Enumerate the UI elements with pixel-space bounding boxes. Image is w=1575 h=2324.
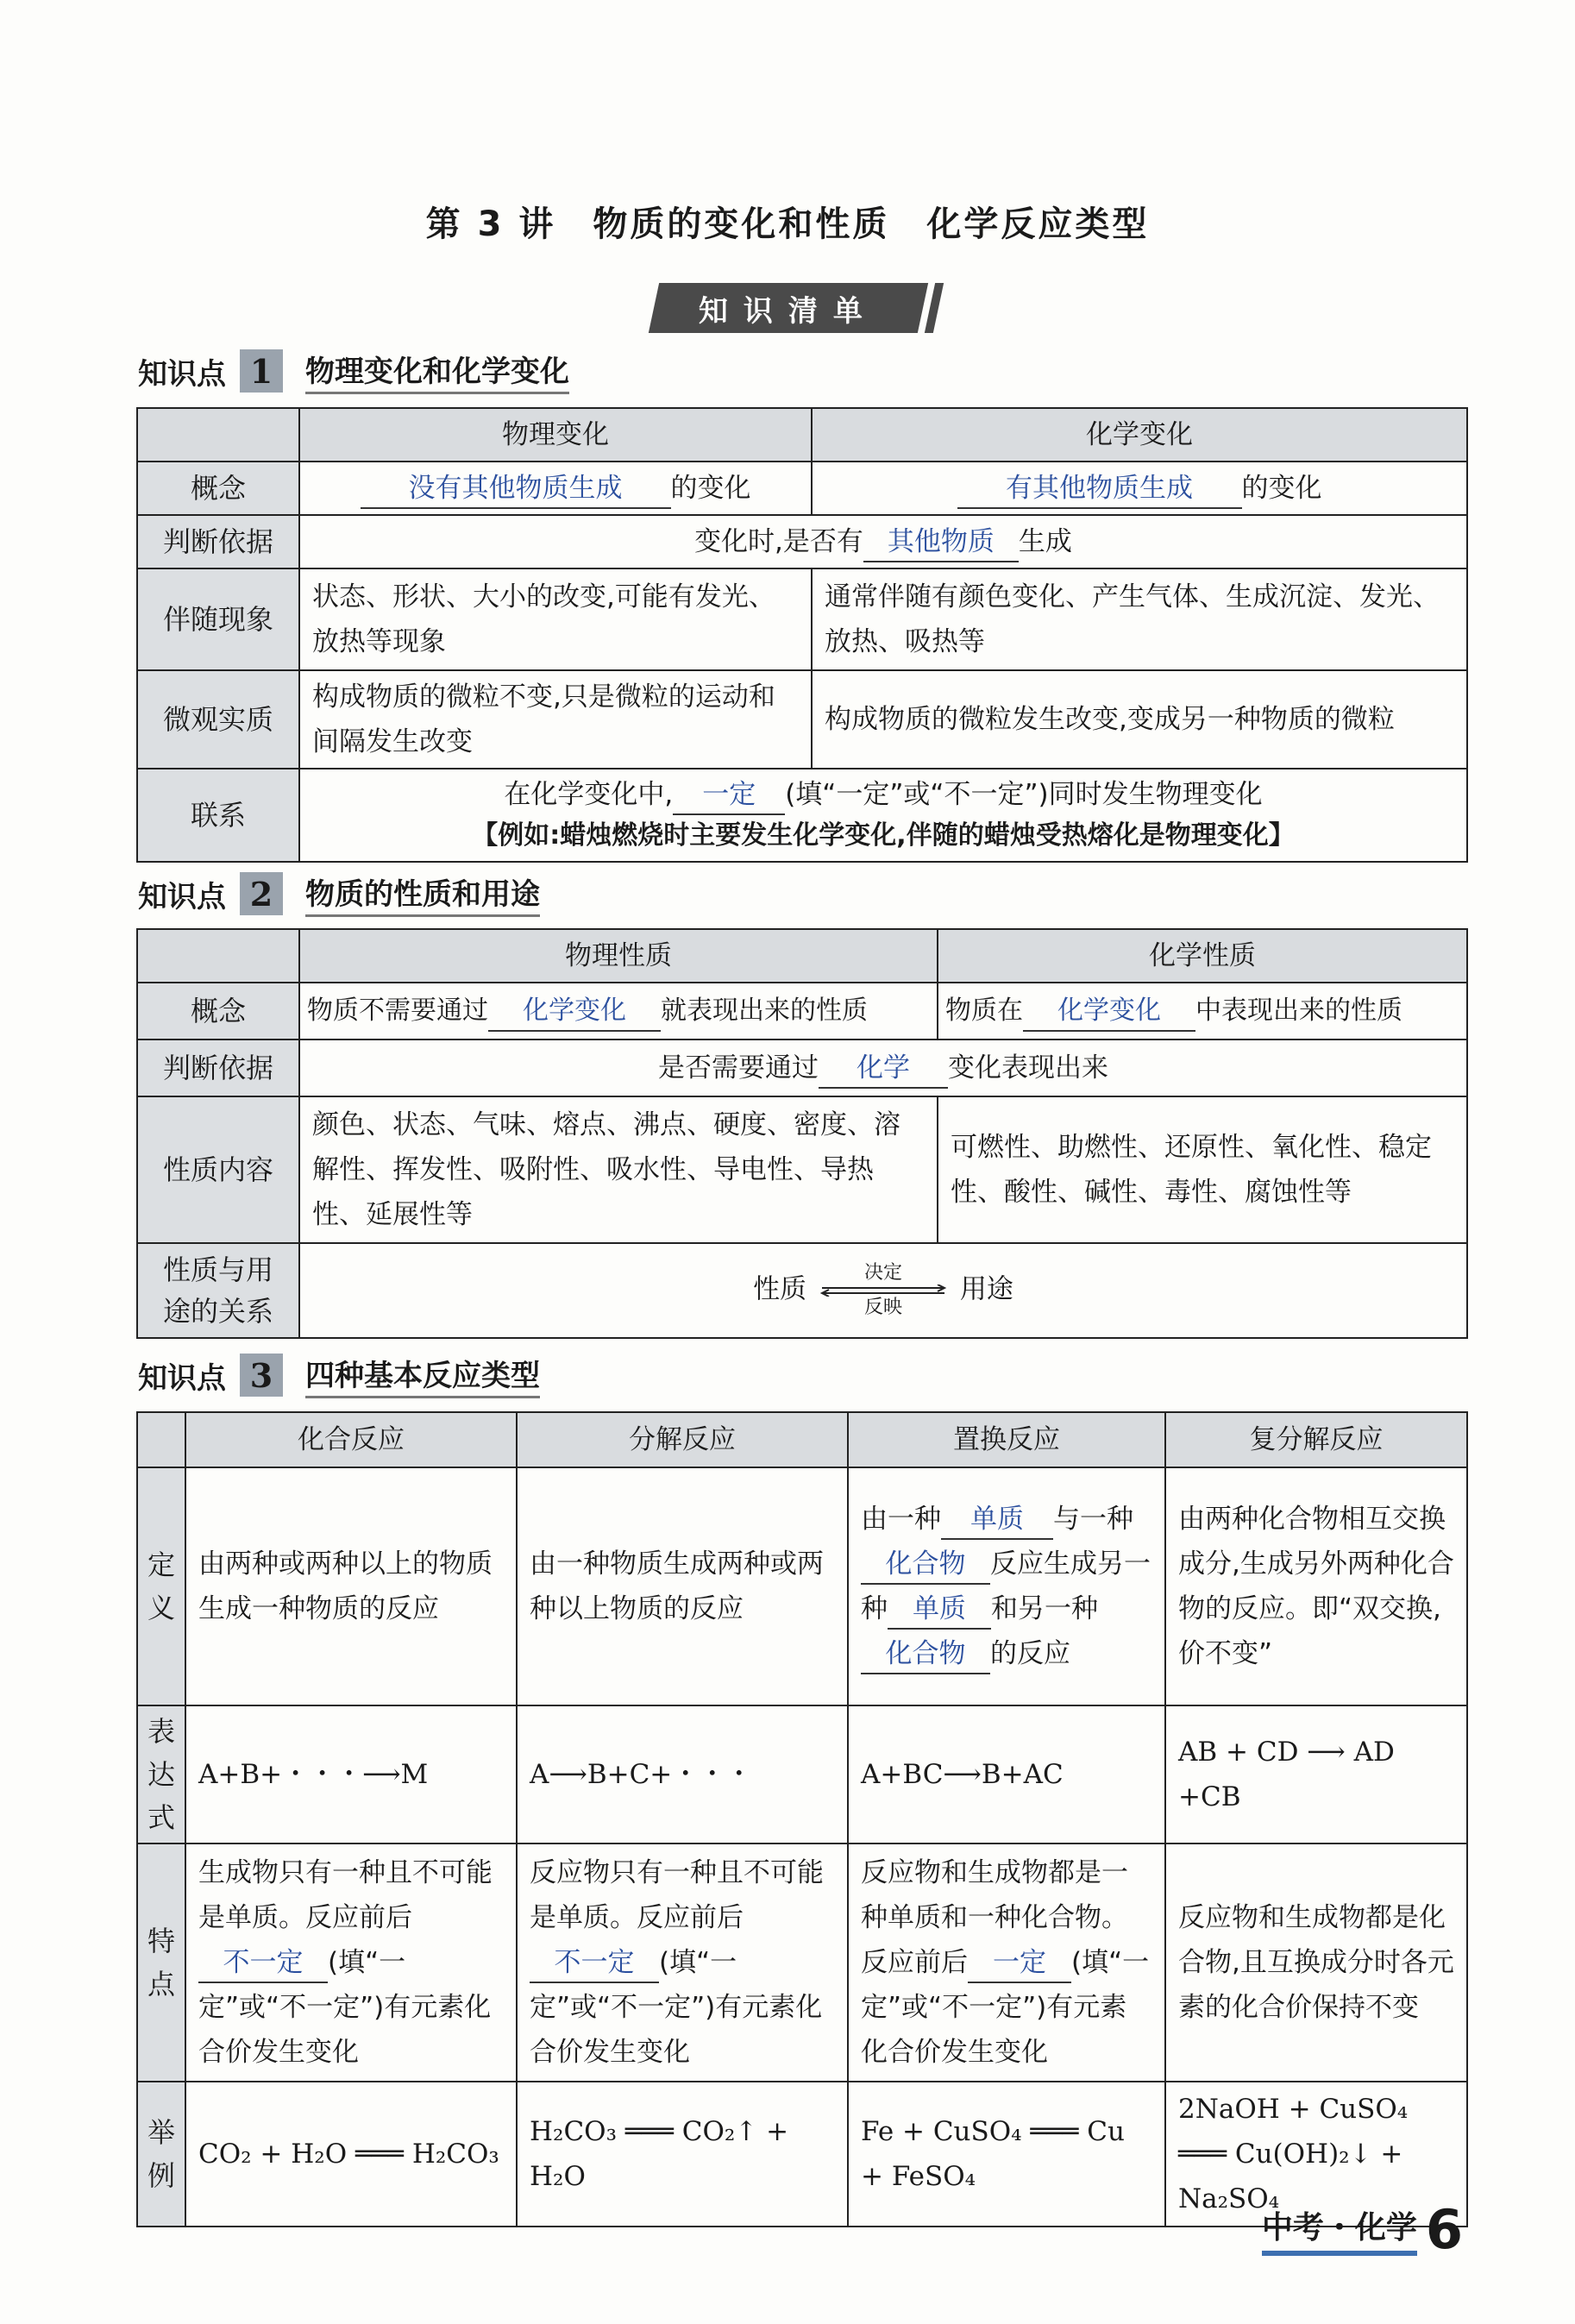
text: 与一种	[1053, 1504, 1133, 1535]
row-label	[137, 1243, 299, 1338]
def-combination: 由两种或两种以上的物质生成一种物质的反应	[185, 1467, 517, 1705]
header-physical: 物理变化	[299, 408, 812, 462]
text: 由一种	[861, 1504, 941, 1535]
feat-combination	[185, 1843, 517, 2082]
footer-title: 中考・化学	[1262, 2203, 1417, 2256]
kp2-table	[136, 928, 1468, 1339]
feat-displacement	[848, 1843, 1165, 2082]
text: 变化表现出来	[948, 1052, 1108, 1083]
text: 变化时,是否有	[694, 526, 863, 557]
text: 物质不需要通过	[307, 996, 488, 1026]
corner-cell	[137, 929, 299, 983]
label-line: 性质与用	[162, 1253, 273, 1286]
relation-cell	[299, 769, 1467, 862]
text: (填“一定”或“不一定”)有元素化合价发生变化	[861, 1947, 1150, 2068]
header-chemical-property: 化学性质	[938, 929, 1467, 983]
label-line: 途的关系	[162, 1295, 273, 1328]
text: (填“一定”或“不一定”)有元素化合价发生变化	[198, 1947, 492, 2068]
answer-blank: 不一定	[198, 1944, 328, 1983]
answer-blank: 化学变化	[488, 992, 661, 1032]
answer-blank: 有其他物质生成	[957, 469, 1242, 509]
phenomena-physical: 状态、形状、大小的改变,可能有发光、放热等现象	[299, 568, 812, 670]
answer-blank: 一定	[673, 776, 785, 815]
text: 生成	[1018, 526, 1072, 557]
corner-cell	[137, 408, 299, 462]
double-arrow-icon	[819, 1284, 948, 1297]
essence-physical: 构成物质的微粒不变,只是微粒的运动和间隔发生改变	[299, 670, 812, 769]
relation-line	[312, 774, 1454, 815]
basis-cell	[299, 1040, 1467, 1096]
kp1-table	[136, 407, 1468, 863]
kp1-heading	[138, 345, 569, 397]
answer-blank: 化合物	[861, 1635, 990, 1674]
text: 反应生成另一种	[861, 1548, 1151, 1624]
text: 在化学变化中,	[504, 779, 674, 810]
kp2-heading	[138, 868, 540, 920]
text: 的反应	[990, 1638, 1070, 1669]
kp-number: 1	[240, 349, 283, 393]
text: 的变化	[670, 473, 751, 504]
answer-blank: 其他物质	[863, 523, 1019, 562]
concept-physical	[299, 462, 812, 515]
def-decomposition: 由一种物质生成两种或两种以上物质的反应	[517, 1467, 848, 1705]
kp3-table	[136, 1411, 1468, 2227]
expr-combination: A+B+・・・⟶M	[185, 1705, 517, 1843]
row-label: 举例	[137, 2082, 185, 2227]
page-footer	[1262, 2198, 1463, 2261]
double-arrow	[819, 1262, 948, 1319]
text: 中表现出来的性质	[1195, 996, 1402, 1026]
row-label: 性质内容	[137, 1096, 299, 1243]
relation-example: 【例如:蜡烛燃烧时主要发生化学变化,伴随的蜡烛受热熔化是物理变化】	[472, 820, 1295, 851]
row-label: 特点	[137, 1843, 185, 2082]
property-text: 性质	[753, 1273, 807, 1305]
arrow-bottom-label: 反映	[863, 1297, 902, 1318]
row-label: 微观实质	[137, 670, 299, 769]
content-chemical: 可燃性、助燃性、还原性、氧化性、稳定性、酸性、碱性、毒性、腐蚀性等	[938, 1096, 1467, 1243]
feat-double-decomposition: 反应物和生成物都是化合物,且互换成分时各元素的化合价保持不变	[1165, 1843, 1467, 2082]
answer-blank: 化学变化	[1023, 992, 1195, 1032]
content-physical: 颜色、状态、气味、熔点、沸点、硬度、密度、溶解性、挥发性、吸附性、吸水性、导电性、导热性、延展性等	[299, 1096, 938, 1243]
ex-decomposition: H₂CO₃ ═══ CO₂↑ + H₂O	[517, 2082, 848, 2227]
row-label: 伴随现象	[137, 568, 299, 670]
text: 生成物只有一种且不可能是单质。反应前后	[198, 1857, 493, 1933]
ex-combination: CO₂ + H₂O ═══ H₂CO₃	[185, 2082, 517, 2227]
kp3-heading	[138, 1349, 540, 1401]
kp-title: 四种基本反应类型	[305, 1352, 540, 1398]
basis-cell	[299, 515, 1467, 568]
text: 物质在	[945, 996, 1023, 1026]
row-label: 判断依据	[137, 515, 299, 568]
header-double-decomposition: 复分解反应	[1165, 1412, 1467, 1467]
ex-displacement: Fe + CuSO₄ ═══ Cu + FeSO₄	[848, 2082, 1165, 2227]
concept-physical	[299, 983, 938, 1040]
row-label: 概念	[137, 462, 299, 515]
corner-cell	[137, 1412, 185, 1467]
answer-blank: 一定	[968, 1944, 1071, 1983]
expr-double-decomposition: AB + CD ⟶ AD +CB	[1165, 1705, 1467, 1843]
answer-blank: 不一定	[530, 1944, 659, 1983]
answer-blank: 没有其他物质生成	[361, 469, 671, 509]
header-displacement: 置换反应	[848, 1412, 1165, 1467]
answer-blank: 单质	[941, 1500, 1053, 1540]
expr-decomposition: A⟶B+C+・・・	[517, 1705, 848, 1843]
answer-blank: 化合物	[861, 1545, 990, 1585]
text: (填“一定”或“不一定”)同时发生物理变化	[785, 779, 1263, 810]
row-label: 判断依据	[137, 1040, 299, 1096]
kp-number: 3	[240, 1354, 283, 1397]
def-displacement	[848, 1467, 1165, 1705]
row-label: 联系	[137, 769, 299, 862]
text: 和另一种	[991, 1593, 1098, 1624]
header-chemical: 化学变化	[812, 408, 1467, 462]
kp-number: 2	[240, 872, 283, 915]
expr-displacement: A+BC⟶B+AC	[848, 1705, 1165, 1843]
phenomena-chemical: 通常伴随有颜色变化、产生气体、生成沉淀、发光、放热、吸热等	[812, 568, 1467, 670]
arrow-top-label: 决定	[863, 1262, 902, 1284]
kp-title: 物质的性质和用途	[305, 870, 540, 917]
text: 的变化	[1241, 473, 1322, 504]
ex-double-decomposition: 2NaOH + CuSO₄ ═══ Cu(OH)₂↓ + Na₂SO₄	[1165, 2082, 1467, 2227]
kp-label: 知识点	[138, 1360, 226, 1396]
relation-cell	[299, 1243, 1467, 1338]
page-number: 6	[1425, 2198, 1463, 2261]
page-title: 第 3 讲 物质的变化和性质 化学反应类型	[425, 204, 1150, 244]
text: (填“一定”或“不一定”)有元素化合价发生变化	[530, 1947, 823, 2068]
concept-chemical	[812, 462, 1467, 515]
text: 反应物只有一种且不可能是单质。反应前后	[530, 1857, 824, 1933]
use-text: 用途	[959, 1273, 1013, 1305]
text: 是否需要通过	[658, 1052, 819, 1083]
row-label: 定义	[137, 1467, 185, 1705]
answer-blank: 单质	[888, 1590, 991, 1630]
answer-blank: 化学	[819, 1049, 948, 1089]
kp-label: 知识点	[138, 356, 226, 392]
header-decomposition: 分解反应	[517, 1412, 848, 1467]
text: 反应物和生成物都是一种单质和一种化合物。反应前后	[861, 1857, 1128, 1978]
kp-title: 物理变化和化学变化	[305, 348, 569, 394]
essence-chemical: 构成物质的微粒发生改变,变成另一种物质的微粒	[812, 670, 1467, 769]
feat-decomposition	[517, 1843, 848, 2082]
def-double-decomposition: 由两种化合物相互交换成分,生成另外两种化合物的反应。即“双交换,价不变”	[1165, 1467, 1467, 1705]
concept-chemical	[938, 983, 1467, 1040]
row-label: 概念	[137, 983, 299, 1040]
kp-label: 知识点	[138, 879, 226, 914]
header-combination: 化合反应	[185, 1412, 517, 1467]
header-physical-property: 物理性质	[299, 929, 938, 983]
row-label: 表达式	[137, 1705, 185, 1843]
text: 就表现出来的性质	[661, 996, 868, 1026]
section-badge: 知识清单	[649, 283, 935, 333]
